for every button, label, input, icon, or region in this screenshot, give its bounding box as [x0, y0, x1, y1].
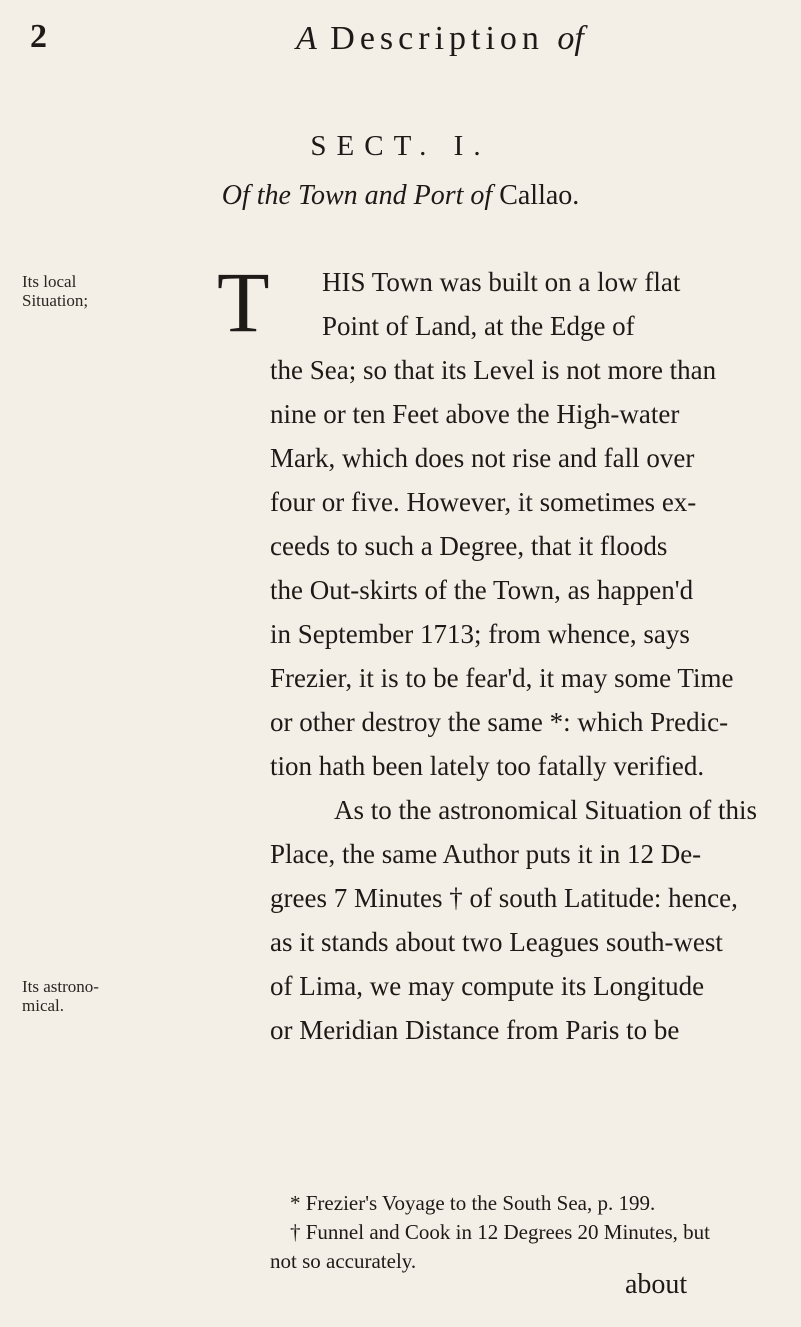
footnote-2: † Funnel and Cook in 12 Degrees 20 Minutes, but [290, 1220, 710, 1244]
text-line: Point of Land, at the Edge of [322, 311, 635, 341]
margin-note-astronomical: Its astrono-mical. [22, 977, 99, 1015]
margin-note-local-situation: Its local Situation; [22, 272, 89, 310]
text-line: nine or ten Feet above the High-water [270, 399, 680, 429]
section-subtitle [0, 180, 801, 212]
text-line: the Out-skirts of the Town, as happen'd [270, 575, 694, 605]
running-head [296, 20, 584, 58]
text-line: ceeds to such a Degree, that it floods [270, 531, 668, 561]
page-number: 2 [30, 18, 47, 55]
running-head-of: of [557, 20, 584, 57]
subtitle-prefix: Of the [221, 180, 291, 211]
footnote-1: * Frezier's Voyage to the South Sea, p. 199. [290, 1191, 656, 1215]
text-line: grees 7 Minutes † of south Latitude: hence, [270, 883, 738, 913]
subtitle-italic: Town and Port [297, 180, 464, 211]
text-line: Frezier, it is to be fear'd, it may some Time [270, 663, 734, 693]
catchword: about [625, 1269, 688, 1300]
footnotes [270, 1189, 778, 1276]
section-title: SECT. I. [310, 130, 491, 162]
text-line: HIS Town was built on a low flat [322, 267, 681, 297]
text-line: of Lima, we may compute its Longitude [270, 971, 705, 1001]
text-line: or Meridian Distance from Paris to be [270, 1015, 680, 1045]
text-line: As to the astronomical Situation of this [334, 795, 757, 825]
text-line: the Sea; so that its Level is not more than [270, 355, 717, 385]
body-text [270, 260, 778, 1052]
running-head-word: Description [330, 20, 544, 57]
text-line: Place, the same Author puts it in 12 De- [270, 839, 702, 869]
text-line: as it stands about two Leagues south-west [270, 927, 723, 957]
text-line: four or five. However, it sometimes ex- [270, 487, 697, 517]
running-head-article: A [296, 20, 317, 57]
subtitle-of: of [470, 180, 493, 211]
text-line: tion hath been lately too fatally verified. [270, 751, 705, 781]
drop-cap: T [217, 254, 270, 350]
footnote-2-continued: not so accurately. [270, 1249, 417, 1273]
subtitle-place: Callao. [499, 180, 580, 211]
text-line: or other destroy the same *: which Predic- [270, 707, 729, 737]
text-line: Mark, which does not rise and fall over [270, 443, 695, 473]
text-line: in September 1713; from whence, says [270, 619, 690, 649]
